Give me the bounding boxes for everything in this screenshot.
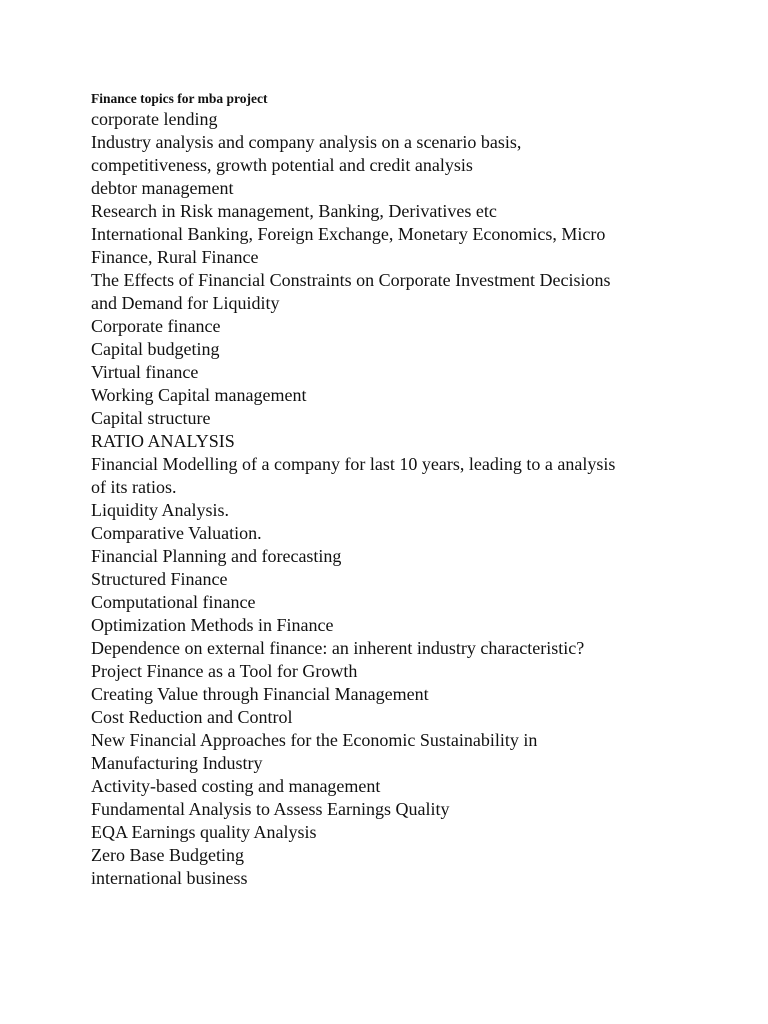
topic-line: debtor management bbox=[91, 178, 234, 198]
topic-line: New Financial Approaches for the Economic Sustainability in bbox=[91, 730, 538, 750]
topic-line: Working Capital management bbox=[91, 385, 307, 405]
topic-line: Creating Value through Financial Management bbox=[91, 684, 429, 704]
topic-line: Activity-based costing and management bbox=[91, 776, 381, 796]
topic-line: international business bbox=[91, 868, 248, 888]
topic-line: Cost Reduction and Control bbox=[91, 707, 293, 727]
topic-line: Liquidity Analysis. bbox=[91, 500, 230, 520]
topic-line: Financial Modelling of a company for last 10 years, leading to a analysis bbox=[91, 454, 616, 474]
topic-line: Corporate finance bbox=[91, 316, 221, 336]
topic-line: Manufacturing Industry bbox=[91, 753, 263, 773]
topic-line: corporate lending bbox=[91, 109, 218, 129]
topic-line: Industry analysis and company analysis on a scenario basis, bbox=[91, 132, 522, 152]
topic-line: Project Finance as a Tool for Growth bbox=[91, 661, 358, 681]
topic-line: Dependence on external finance: an inherent industry characteristic? bbox=[91, 638, 585, 658]
topic-line: Structured Finance bbox=[91, 569, 228, 589]
topic-line: Zero Base Budgeting bbox=[91, 845, 244, 865]
topic-line: Virtual finance bbox=[91, 362, 199, 382]
topic-line: Optimization Methods in Finance bbox=[91, 615, 334, 635]
topic-line: and Demand for Liquidity bbox=[91, 293, 280, 313]
topic-line: Capital budgeting bbox=[91, 339, 220, 359]
topic-line: Computational finance bbox=[91, 592, 256, 612]
topic-line: Financial Planning and forecasting bbox=[91, 546, 342, 566]
topic-line: of its ratios. bbox=[91, 477, 177, 497]
topic-line: Research in Risk management, Banking, Derivatives etc bbox=[91, 201, 497, 221]
document-title: Finance topics for mba project bbox=[91, 91, 268, 106]
topic-line: EQA Earnings quality Analysis bbox=[91, 822, 317, 842]
topic-line: Fundamental Analysis to Assess Earnings Quality bbox=[91, 799, 450, 819]
topic-line: The Effects of Financial Constraints on Corporate Investment Decisions bbox=[91, 270, 611, 290]
topic-line: Capital structure bbox=[91, 408, 211, 428]
topic-line: competitiveness, growth potential and credit analysis bbox=[91, 155, 473, 175]
topic-line: International Banking, Foreign Exchange, Monetary Economics, Micro bbox=[91, 224, 606, 244]
topic-list bbox=[91, 108, 691, 890]
topic-line: Comparative Valuation. bbox=[91, 523, 262, 543]
topic-line: Finance, Rural Finance bbox=[91, 247, 259, 267]
topic-line: RATIO ANALYSIS bbox=[91, 431, 235, 451]
